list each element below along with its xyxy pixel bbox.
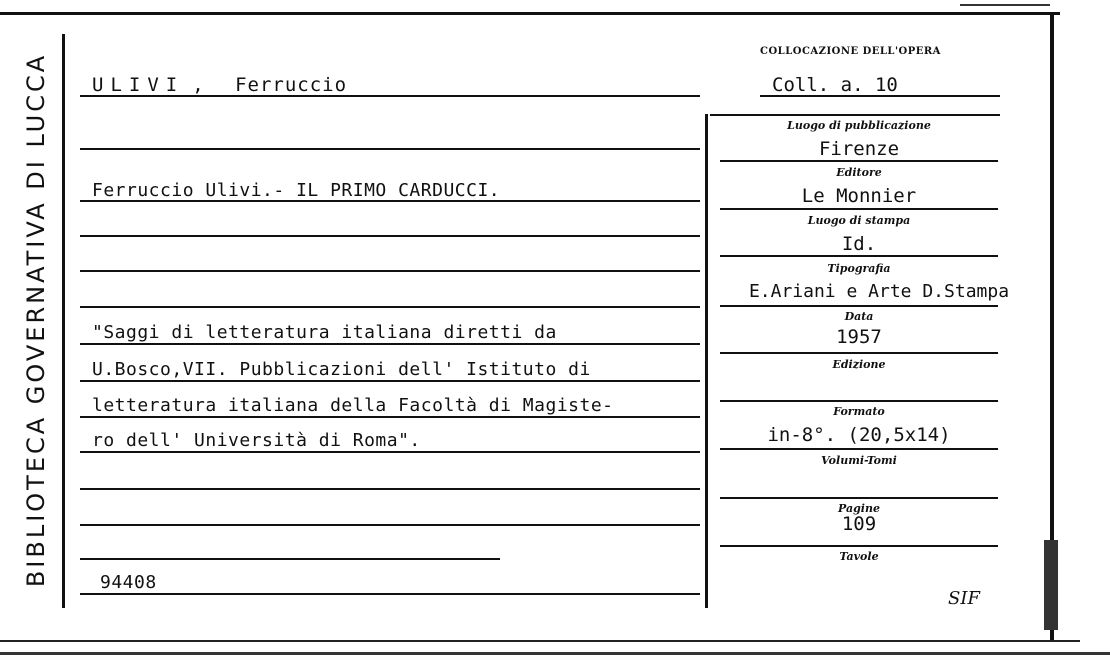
card-bottom-edge (0, 640, 1080, 642)
ruled-line (720, 305, 998, 307)
collocation-label: COLLOCAZIONE DELL'OPERA (760, 46, 941, 57)
publisher: Le Monnier (801, 185, 917, 207)
label-place-of-publication: Luogo di pubblicazione (787, 119, 931, 132)
ruled-line (710, 114, 1000, 116)
card-bottom-edge-lower (0, 652, 1110, 655)
ruled-line (720, 400, 998, 402)
ruled-line (720, 545, 998, 547)
ruled-line (80, 593, 700, 595)
label-volumes: Volumi-Tomi (821, 454, 897, 467)
label-date: Data (844, 310, 874, 323)
label-pages: Pagine (838, 502, 880, 515)
card-top-mark (960, 4, 1050, 6)
ruled-line (720, 255, 998, 257)
ruled-line (720, 352, 998, 354)
series-note-line: "Saggi di letteratura italiana diretti da (92, 322, 557, 343)
ruled-line (80, 306, 700, 308)
inventory-number: 94408 (100, 572, 157, 593)
place-of-printing: Id. (841, 233, 877, 255)
left-margin-rule (62, 34, 65, 608)
ruled-line (80, 416, 700, 418)
ruled-line (720, 448, 998, 450)
details-column-rule (705, 114, 708, 608)
author-heading (92, 74, 347, 96)
label-printer: Tipografia (827, 262, 891, 275)
author-surname: ULIVI (92, 74, 185, 96)
ruled-line (720, 208, 998, 210)
title-statement: Ferruccio Ulivi.- IL PRIMO CARDUCCI. (92, 180, 501, 201)
author-firstname: Ferruccio (235, 74, 348, 96)
card-top-edge (0, 12, 1060, 15)
ruled-line (80, 343, 700, 345)
place-of-publication: Firenze (818, 138, 900, 160)
ruled-line (80, 148, 700, 150)
ruled-line (80, 235, 700, 237)
label-place-of-printing: Luogo di stampa (807, 214, 911, 227)
label-edition: Edizione (832, 358, 886, 371)
ruled-line (80, 380, 700, 382)
ruled-line (720, 497, 998, 499)
library-name-vertical: BIBLIOTECA GOVERNATIVA DI LUCCA (22, 52, 50, 588)
date: 1957 (836, 326, 882, 348)
label-plates: Tavole (839, 550, 879, 563)
collocation-value: Coll. a. 10 (772, 74, 898, 96)
pages: 109 (841, 513, 877, 535)
series-note-line: ro dell' Università di Roma". (92, 430, 421, 451)
cataloguer-initials: SIF (948, 588, 980, 609)
series-note-line: letteratura italiana della Facoltà di Magiste- (92, 395, 614, 416)
label-format: Formato (833, 405, 885, 418)
author-separator: , (192, 74, 205, 96)
label-publisher: Editore (836, 166, 882, 179)
ruled-line (80, 270, 700, 272)
ruled-line (720, 160, 998, 162)
series-note-line: U.Bosco,VII. Pubblicazioni dell' Istituto di (92, 359, 591, 380)
ruled-line (80, 488, 700, 490)
ruled-line (80, 451, 700, 453)
printer: E.Ariani e Arte D.Stampa (748, 281, 1010, 302)
ruled-line (80, 524, 700, 526)
card-right-smudge (1044, 540, 1058, 630)
ruled-line (80, 558, 500, 560)
format: in-8°. (20,5x14) (767, 424, 951, 446)
